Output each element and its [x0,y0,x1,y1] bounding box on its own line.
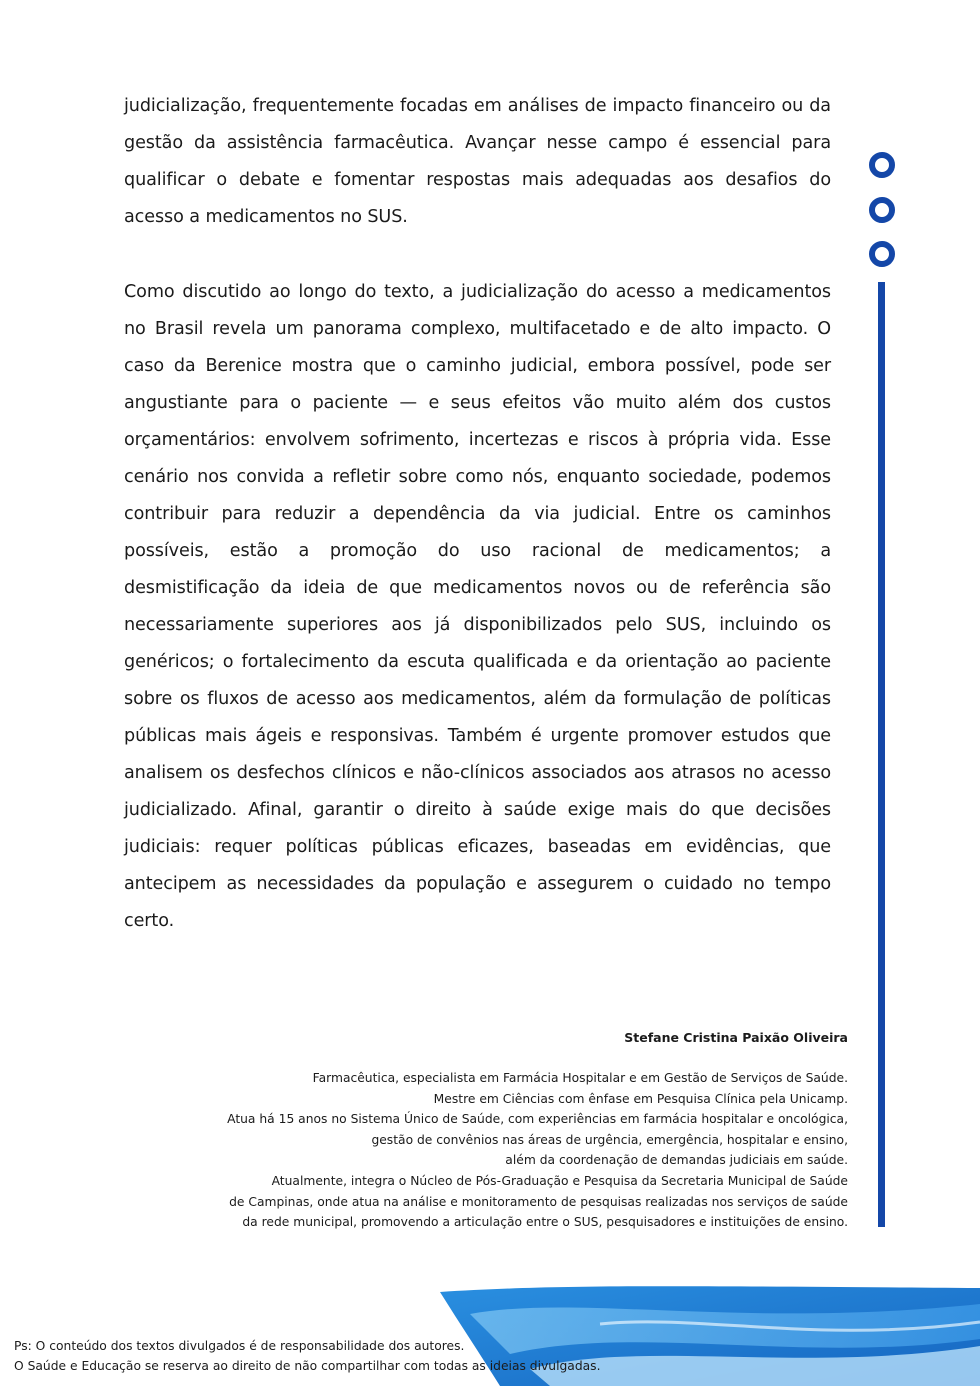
bio-line: Atualmente, integra o Núcleo de Pós-Graduação e Pesquisa da Secretaria Municipal de Saúde [271,1173,848,1188]
ring-icon [869,152,895,178]
article-paragraph-2: Como discutido ao longo do texto, a judicialização do acesso a medicamentos no Brasil revela um panorama complexo, multifacetado e de alto impacto. O caso da Berenice mostra que o caminho judicial, embora possível, pode ser angustiante para o paciente — e seus efeitos vão muito além dos custos orçamentários: envolvem sofrimento, incertezas e riscos à própria vida. Esse cenário nos convida a refletir sobre como nós, enquanto sociedade, podemos contribuir para reduzir a dependência da via judicial. Entre os caminhos possíveis, estão a promoção do uso racional de medicamentos; a desmistificação da ideia de que medicamentos novos ou de referência são necessariamente superiores aos já disponibilizados pelo SUS, incluindo os genéricos; o fortalecimento da escuta qualificada e da orientação ao paciente sobre os fluxos de acesso aos medicamentos, além da formulação de políticas públicas mais ágeis e responsivas. Também é urgente promover estudos que analisem os desfechos clínicos e não-clínicos associados aos atrasos no acesso judicializado. Afinal, garantir o direito à saúde exige mais do que decisões judiciais: requer políticas públicas eficazes, baseadas em evidências, que antecipem as necessidades da população e assegurem o cuidado no tempo certo. [124,282,831,931]
footer-line-1: Ps: O conteúdo dos textos divulgados é de responsabilidade dos autores. [14,1339,465,1353]
ring-icon [869,197,895,223]
footer-disclaimer [14,1336,601,1376]
ring-icon [869,241,895,267]
bio-line: da rede municipal, promovendo a articulação entre o SUS, pesquisadores e instituições de ensino. [242,1215,848,1230]
accent-vertical-line [878,282,885,1227]
bio-line: Atua há 15 anos no Sistema Único de Saúde, com experiências em farmácia hospitalar e oncológica, [227,1112,848,1127]
bio-line: de Campinas, onde atua na análise e monitoramento de pesquisas realizadas nos serviços de saúde [229,1194,848,1209]
article-paragraph-1: judicialização, frequentemente focadas em análises de impacto financeiro ou da gestão da assistência farmacêutica. Avançar nesse campo é essencial para qualificar o debate e fomentar respostas mais adequadas aos desafios do acesso a medicamentos no SUS. [124,96,831,227]
bio-line: Farmacêutica, especialista em Farmácia Hospitalar e em Gestão de Serviços de Saúde. [312,1071,848,1085]
author-bio [148,1068,848,1233]
footer-line-2: O Saúde e Educação se reserva ao direito de não compartilhar com todas as ideias divulgadas. [14,1359,601,1373]
bio-line: gestão de convênios nas áreas de urgência, emergência, hospitalar e ensino, [371,1132,848,1147]
author-name: Stefane Cristina Paixão Oliveira [624,1030,848,1045]
bio-line: Mestre em Ciências com ênfase em Pesquisa Clínica pela Unicamp. [433,1091,848,1106]
bio-line: além da coordenação de demandas judiciais em saúde. [505,1153,848,1168]
